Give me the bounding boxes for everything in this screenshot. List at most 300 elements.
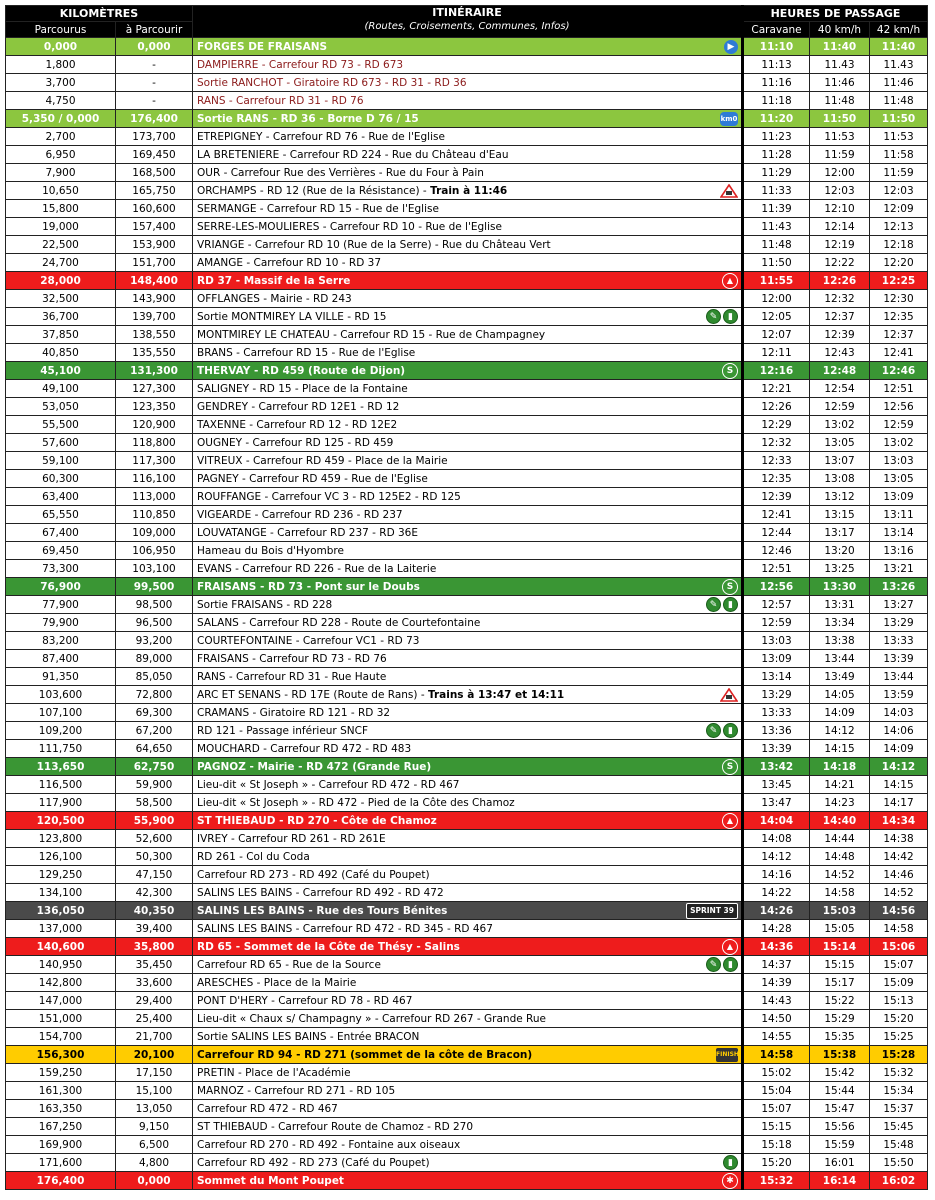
km-parcourus-cell: 161,300: [6, 1082, 116, 1100]
time-caravane-cell: 14:16: [743, 866, 810, 884]
kilometres-header: KILOMÈTRES: [6, 6, 193, 22]
mountain-icon: ▲: [722, 273, 738, 289]
time-caravane-cell: 11:13: [743, 56, 810, 74]
itinerary-cell: [193, 830, 743, 848]
time-caravane-cell: 11:33: [743, 182, 810, 200]
km-a-parcourir-cell: 9,150: [116, 1118, 193, 1136]
km-a-parcourir-cell: 139,700: [116, 308, 193, 326]
a-parcourir-header: à Parcourir: [116, 22, 193, 38]
itinerary-cell: [193, 308, 743, 326]
km-a-parcourir-cell: 40,350: [116, 902, 193, 920]
time-40kmh-cell: 15:59: [810, 1136, 870, 1154]
itinerary-cell: [193, 704, 743, 722]
time-caravane-cell: 14:28: [743, 920, 810, 938]
km-parcourus-cell: 120,500: [6, 812, 116, 830]
itinerary-cell: [193, 434, 743, 452]
sprint-s-icon: S: [722, 579, 738, 595]
table-row: [6, 722, 928, 740]
bin-icon: ▮: [723, 957, 738, 972]
caravane-header: Caravane: [743, 22, 810, 38]
time-40kmh-cell: 15:15: [810, 956, 870, 974]
time-caravane-cell: 12:07: [743, 326, 810, 344]
time-42kmh-cell: 11:58: [870, 146, 928, 164]
itinerary-label: PAGNEY - Carrefour RD 459 - Rue de l'Eglise: [197, 472, 428, 485]
itinerary-label: Hameau du Bois d'Hyombre: [197, 544, 344, 557]
table-row: [6, 686, 928, 704]
itinerary-cell: [193, 992, 743, 1010]
time-42kmh-cell: 12:25: [870, 272, 928, 290]
table-row: [6, 1082, 928, 1100]
table-row: [6, 452, 928, 470]
table-row: [6, 470, 928, 488]
km-a-parcourir-cell: 117,300: [116, 452, 193, 470]
km-parcourus-cell: 151,000: [6, 1010, 116, 1028]
time-40kmh-cell: 11:50: [810, 110, 870, 128]
time-40kmh-cell: 13:12: [810, 488, 870, 506]
itinerary-label: Carrefour RD 472 - RD 467: [197, 1102, 338, 1115]
itinerary-cell: [193, 200, 743, 218]
itinerary-label: BRANS - Carrefour RD 15 - Rue de l'Eglise: [197, 346, 416, 359]
flag-icon: FINISH: [716, 1048, 738, 1062]
table-row: [6, 254, 928, 272]
km-parcourus-cell: 32,500: [6, 290, 116, 308]
itinerary-cell: [193, 110, 743, 128]
km-parcourus-cell: 140,600: [6, 938, 116, 956]
time-caravane-cell: 13:47: [743, 794, 810, 812]
time-caravane-cell: 13:39: [743, 740, 810, 758]
itineraire-header: [193, 6, 743, 38]
row-icons: [686, 902, 738, 919]
time-42kmh-cell: 14:52: [870, 884, 928, 902]
itinerary-label: Carrefour RD 94 - RD 271 (sommet de la côte de Bracon): [197, 1048, 533, 1061]
time-caravane-cell: 15:18: [743, 1136, 810, 1154]
time-42kmh-cell: 15:25: [870, 1028, 928, 1046]
km-parcourus-cell: 19,000: [6, 218, 116, 236]
itinerary-label: SALANS - Carrefour RD 228 - Route de Courtefontaine: [197, 616, 481, 629]
itinerary-cell: [193, 1028, 743, 1046]
time-42kmh-cell: 13:27: [870, 596, 928, 614]
km-a-parcourir-cell: 13,050: [116, 1100, 193, 1118]
time-40kmh-cell: 14:40: [810, 812, 870, 830]
table-row: [6, 290, 928, 308]
time-42kmh-cell: 14:46: [870, 866, 928, 884]
row-icons: [722, 938, 738, 955]
time-42kmh-cell: 13:44: [870, 668, 928, 686]
itinerary-cell: [193, 1064, 743, 1082]
speed-42-header: 42 km/h: [870, 22, 928, 38]
time-caravane-cell: 14:04: [743, 812, 810, 830]
time-40kmh-cell: 14:21: [810, 776, 870, 794]
km-a-parcourir-cell: 118,800: [116, 434, 193, 452]
km-a-parcourir-cell: 0,000: [116, 1172, 193, 1190]
table-row: [6, 182, 928, 200]
time-caravane-cell: 13:14: [743, 668, 810, 686]
time-42kmh-cell: 12:41: [870, 344, 928, 362]
time-40kmh-cell: 12:59: [810, 398, 870, 416]
km-a-parcourir-cell: 138,550: [116, 326, 193, 344]
table-row: [6, 1172, 928, 1190]
km-a-parcourir-cell: 148,400: [116, 272, 193, 290]
km-parcourus-cell: 4,750: [6, 92, 116, 110]
time-42kmh-cell: 13:14: [870, 524, 928, 542]
itinerary-label: VIGEARDE - Carrefour RD 236 - RD 237: [197, 508, 403, 521]
km-parcourus-cell: 24,700: [6, 254, 116, 272]
time-caravane-cell: 12:32: [743, 434, 810, 452]
km-a-parcourir-cell: 165,750: [116, 182, 193, 200]
time-caravane-cell: 12:33: [743, 452, 810, 470]
km-a-parcourir-cell: 20,100: [116, 1046, 193, 1064]
time-42kmh-cell: 12:18: [870, 236, 928, 254]
table-row: [6, 1028, 928, 1046]
km-a-parcourir-cell: 21,700: [116, 1028, 193, 1046]
time-40kmh-cell: 12:26: [810, 272, 870, 290]
km-a-parcourir-cell: 120,900: [116, 416, 193, 434]
km-a-parcourir-cell: 47,150: [116, 866, 193, 884]
time-40kmh-cell: 15:44: [810, 1082, 870, 1100]
time-42kmh-cell: 13:09: [870, 488, 928, 506]
km-parcourus-cell: 77,900: [6, 596, 116, 614]
time-caravane-cell: 15:20: [743, 1154, 810, 1172]
table-row: [6, 398, 928, 416]
itinerary-label: SALINS LES BAINS - Rue des Tours Bénites: [197, 904, 448, 917]
time-caravane-cell: 12:51: [743, 560, 810, 578]
time-caravane-cell: 12:11: [743, 344, 810, 362]
time-40kmh-cell: 11:48: [810, 92, 870, 110]
time-caravane-cell: 12:16: [743, 362, 810, 380]
itinerary-cell: [193, 452, 743, 470]
time-40kmh-cell: 12:22: [810, 254, 870, 272]
time-caravane-cell: 12:21: [743, 380, 810, 398]
finish-icon: ✱: [722, 1173, 738, 1189]
time-caravane-cell: 15:07: [743, 1100, 810, 1118]
time-caravane-cell: 14:36: [743, 938, 810, 956]
table-row: [6, 830, 928, 848]
itinerary-cell: [193, 848, 743, 866]
bin-icon: ▮: [723, 309, 738, 324]
time-caravane-cell: 12:56: [743, 578, 810, 596]
km-parcourus-cell: 40,850: [6, 344, 116, 362]
itineraire-title: ITINÉRAIRE: [432, 6, 502, 19]
table-row: [6, 308, 928, 326]
itinerary-cell: [193, 650, 743, 668]
time-caravane-cell: 12:41: [743, 506, 810, 524]
route-timetable-sheet: [5, 5, 927, 1190]
time-40kmh-cell: 14:52: [810, 866, 870, 884]
time-40kmh-cell: 13:05: [810, 434, 870, 452]
time-caravane-cell: 11:39: [743, 200, 810, 218]
time-40kmh-cell: 13:02: [810, 416, 870, 434]
sprint-s-icon: S: [722, 759, 738, 775]
table-row: [6, 650, 928, 668]
table-row: [6, 200, 928, 218]
km-parcourus-cell: 2,700: [6, 128, 116, 146]
km-parcourus-cell: 113,650: [6, 758, 116, 776]
time-caravane-cell: 14:43: [743, 992, 810, 1010]
itinerary-cell: [193, 506, 743, 524]
km-parcourus-cell: 45,100: [6, 362, 116, 380]
time-42kmh-cell: 14:56: [870, 902, 928, 920]
km-a-parcourir-cell: 55,900: [116, 812, 193, 830]
itinerary-label: TAXENNE - Carrefour RD 12 - RD 12E2: [197, 418, 398, 431]
parcourus-header: Parcourus: [6, 22, 116, 38]
time-caravane-cell: 12:59: [743, 614, 810, 632]
table-row: [6, 272, 928, 290]
km-a-parcourir-cell: 35,450: [116, 956, 193, 974]
km-parcourus-cell: 37,850: [6, 326, 116, 344]
bin-icon: ▮: [723, 1155, 738, 1170]
itinerary-label: LA BRETENIERE - Carrefour RD 224 - Rue du Château d'Eau: [197, 148, 509, 161]
itinerary-label: EVANS - Carrefour RD 226 - Rue de la Laiterie: [197, 562, 437, 575]
table-row: [6, 614, 928, 632]
time-42kmh-cell: 11:46: [870, 74, 928, 92]
row-icons: [706, 308, 738, 325]
itinerary-cell: [193, 470, 743, 488]
km-a-parcourir-cell: 64,650: [116, 740, 193, 758]
row-icons: [722, 812, 738, 829]
itinerary-label: RANS - Carrefour RD 31 - Rue Haute: [197, 670, 387, 683]
km-parcourus-cell: 167,250: [6, 1118, 116, 1136]
time-caravane-cell: 11:18: [743, 92, 810, 110]
time-40kmh-cell: 13:15: [810, 506, 870, 524]
table-row: [6, 740, 928, 758]
itineraire-subtitle: (Routes, Croisements, Communes, Infos): [364, 21, 570, 32]
time-42kmh-cell: 11:48: [870, 92, 928, 110]
km0-icon: km0: [720, 112, 738, 126]
table-row: [6, 848, 928, 866]
time-42kmh-cell: 14:34: [870, 812, 928, 830]
km-parcourus-cell: 22,500: [6, 236, 116, 254]
time-42kmh-cell: 12:03: [870, 182, 928, 200]
km-a-parcourir-cell: 93,200: [116, 632, 193, 650]
itinerary-cell: [193, 596, 743, 614]
itinerary-cell: [193, 1046, 743, 1064]
table-row: [6, 488, 928, 506]
table-row: [6, 1100, 928, 1118]
time-42kmh-cell: 11:40: [870, 38, 928, 56]
km-a-parcourir-cell: 6,500: [116, 1136, 193, 1154]
itinerary-cell: [193, 1010, 743, 1028]
km-a-parcourir-cell: 123,350: [116, 398, 193, 416]
row-icons: [722, 1172, 738, 1189]
km-a-parcourir-cell: 106,950: [116, 542, 193, 560]
km-a-parcourir-cell: 135,550: [116, 344, 193, 362]
km-a-parcourir-cell: 109,000: [116, 524, 193, 542]
itinerary-label: DAMPIERRE - Carrefour RD 73 - RD 673: [197, 58, 404, 71]
itinerary-label: VRIANGE - Carrefour RD 10 (Rue de la Serre) - Rue du Château Vert: [197, 238, 551, 251]
km-parcourus-cell: 0,000: [6, 38, 116, 56]
time-40kmh-cell: 13:20: [810, 542, 870, 560]
time-40kmh-cell: 13:07: [810, 452, 870, 470]
km-parcourus-cell: 137,000: [6, 920, 116, 938]
time-40kmh-cell: 15:56: [810, 1118, 870, 1136]
km-parcourus-cell: 171,600: [6, 1154, 116, 1172]
table-row: [6, 884, 928, 902]
table-row: [6, 596, 928, 614]
time-40kmh-cell: 15:42: [810, 1064, 870, 1082]
km-parcourus-cell: 111,750: [6, 740, 116, 758]
km-parcourus-cell: 59,100: [6, 452, 116, 470]
row-icons: [722, 578, 738, 595]
km-a-parcourir-cell: 33,600: [116, 974, 193, 992]
km-parcourus-cell: 3,700: [6, 74, 116, 92]
itinerary-label: RD 261 - Col du Coda: [197, 850, 310, 863]
time-40kmh-cell: 15:22: [810, 992, 870, 1010]
km-parcourus-cell: 6,950: [6, 146, 116, 164]
table-row: [6, 938, 928, 956]
km-parcourus-cell: 140,950: [6, 956, 116, 974]
time-40kmh-cell: 12:19: [810, 236, 870, 254]
km-parcourus-cell: 63,400: [6, 488, 116, 506]
feed-zone-icon: ✎: [706, 597, 721, 612]
time-40kmh-cell: 13:44: [810, 650, 870, 668]
table-row: [6, 1010, 928, 1028]
itinerary-label: Carrefour RD 492 - RD 273 (Café du Poupet): [197, 1156, 430, 1169]
itinerary-cell: [193, 614, 743, 632]
time-42kmh-cell: 13:05: [870, 470, 928, 488]
table-row: [6, 668, 928, 686]
time-40kmh-cell: 14:48: [810, 848, 870, 866]
km-a-parcourir-cell: 0,000: [116, 38, 193, 56]
time-42kmh-cell: 14:38: [870, 830, 928, 848]
km-a-parcourir-cell: 143,900: [116, 290, 193, 308]
itinerary-cell: [193, 56, 743, 74]
km-parcourus-cell: 69,450: [6, 542, 116, 560]
time-caravane-cell: 14:50: [743, 1010, 810, 1028]
itinerary-cell: [193, 758, 743, 776]
time-40kmh-cell: 13:31: [810, 596, 870, 614]
time-40kmh-cell: 11:53: [810, 128, 870, 146]
km-parcourus-cell: 156,300: [6, 1046, 116, 1064]
feed-zone-icon: ✎: [706, 723, 721, 738]
itinerary-cell: [193, 74, 743, 92]
itinerary-label: PAGNOZ - Mairie - RD 472 (Grande Rue): [197, 760, 432, 773]
row-icons: [716, 1046, 738, 1063]
itinerary-label: ORCHAMPS - RD 12 (Rue de la Résistance) -: [197, 184, 431, 197]
time-40kmh-cell: 13:08: [810, 470, 870, 488]
itinerary-cell: [193, 164, 743, 182]
mountain-icon: ▲: [722, 939, 738, 955]
km-a-parcourir-cell: 69,300: [116, 704, 193, 722]
row-icons: [720, 110, 738, 127]
km-a-parcourir-cell: 96,500: [116, 614, 193, 632]
table-row: [6, 956, 928, 974]
itinerary-label: Sortie MONTMIREY LA VILLE - RD 15: [197, 310, 387, 323]
time-42kmh-cell: 12:51: [870, 380, 928, 398]
itinerary-cell: [193, 218, 743, 236]
table-row: [6, 344, 928, 362]
km-a-parcourir-cell: 168,500: [116, 164, 193, 182]
itinerary-cell: [193, 38, 743, 56]
itinerary-cell: [193, 272, 743, 290]
timetable-body: [6, 38, 928, 1190]
speed-40-header: 40 km/h: [810, 22, 870, 38]
row-icons: [720, 182, 738, 199]
itinerary-cell: [193, 920, 743, 938]
time-caravane-cell: 11:23: [743, 128, 810, 146]
time-caravane-cell: 15:02: [743, 1064, 810, 1082]
table-row: [6, 434, 928, 452]
row-icons: [706, 722, 738, 739]
time-40kmh-cell: 14:18: [810, 758, 870, 776]
time-40kmh-cell: 12:32: [810, 290, 870, 308]
itinerary-cell: [193, 326, 743, 344]
itinerary-label: ARESCHES - Place de la Mairie: [197, 976, 357, 989]
km-parcourus-cell: 73,300: [6, 560, 116, 578]
km-parcourus-cell: 79,900: [6, 614, 116, 632]
time-42kmh-cell: 12:09: [870, 200, 928, 218]
itinerary-label: FORGES DE FRAISANS: [197, 40, 328, 53]
time-42kmh-cell: 15:20: [870, 1010, 928, 1028]
km-parcourus-cell: 136,050: [6, 902, 116, 920]
time-caravane-cell: 11:50: [743, 254, 810, 272]
table-row: [6, 992, 928, 1010]
itinerary-label: ETREPIGNEY - Carrefour RD 76 - Rue de l'Eglise: [197, 130, 445, 143]
row-icons: [722, 362, 738, 379]
time-42kmh-cell: 12:30: [870, 290, 928, 308]
itinerary-cell: [193, 542, 743, 560]
itinerary-cell: [193, 254, 743, 272]
itinerary-cell: [193, 812, 743, 830]
time-40kmh-cell: 15:05: [810, 920, 870, 938]
time-42kmh-cell: 13:03: [870, 452, 928, 470]
time-40kmh-cell: 12:03: [810, 182, 870, 200]
time-40kmh-cell: 16:01: [810, 1154, 870, 1172]
row-icons: [722, 272, 738, 289]
time-40kmh-cell: 12:43: [810, 344, 870, 362]
time-42kmh-cell: 12:37: [870, 326, 928, 344]
time-40kmh-cell: 11.43: [810, 56, 870, 74]
km-parcourus-cell: 76,900: [6, 578, 116, 596]
km-parcourus-cell: 55,500: [6, 416, 116, 434]
itinerary-cell: [193, 902, 743, 920]
table-row: [6, 380, 928, 398]
time-42kmh-cell: 12:20: [870, 254, 928, 272]
time-caravane-cell: 15:32: [743, 1172, 810, 1190]
km-parcourus-cell: 60,300: [6, 470, 116, 488]
time-caravane-cell: 12:35: [743, 470, 810, 488]
time-42kmh-cell: 15:13: [870, 992, 928, 1010]
itinerary-cell: [193, 1136, 743, 1154]
itinerary-label: MOUCHARD - Carrefour RD 472 - RD 483: [197, 742, 412, 755]
km-parcourus-cell: 87,400: [6, 650, 116, 668]
time-caravane-cell: 11:10: [743, 38, 810, 56]
itinerary-label: CRAMANS - Giratoire RD 121 - RD 32: [197, 706, 391, 719]
time-42kmh-cell: 16:02: [870, 1172, 928, 1190]
time-caravane-cell: 13:45: [743, 776, 810, 794]
itinerary-cell: [193, 1154, 743, 1172]
time-40kmh-cell: 15:35: [810, 1028, 870, 1046]
itinerary-label: ROUFFANGE - Carrefour VC 3 - RD 125E2 - RD 125: [197, 490, 461, 503]
km-a-parcourir-cell: 151,700: [116, 254, 193, 272]
km-parcourus-cell: 36,700: [6, 308, 116, 326]
km-parcourus-cell: 134,100: [6, 884, 116, 902]
time-caravane-cell: 12:05: [743, 308, 810, 326]
time-40kmh-cell: 15:17: [810, 974, 870, 992]
table-row: [6, 578, 928, 596]
km-a-parcourir-cell: 89,000: [116, 650, 193, 668]
km-parcourus-cell: 15,800: [6, 200, 116, 218]
time-40kmh-cell: 15:03: [810, 902, 870, 920]
itinerary-label: COURTEFONTAINE - Carrefour VC1 - RD 73: [197, 634, 420, 647]
row-icons: [722, 758, 738, 775]
itinerary-cell: [193, 632, 743, 650]
time-42kmh-cell: 12:56: [870, 398, 928, 416]
km-parcourus-cell: 169,900: [6, 1136, 116, 1154]
itinerary-cell: [193, 938, 743, 956]
itinerary-cell: [193, 398, 743, 416]
itinerary-label: MONTMIREY LE CHATEAU - Carrefour RD 15 - Rue de Champagney: [197, 328, 546, 341]
km-a-parcourir-cell: 59,900: [116, 776, 193, 794]
